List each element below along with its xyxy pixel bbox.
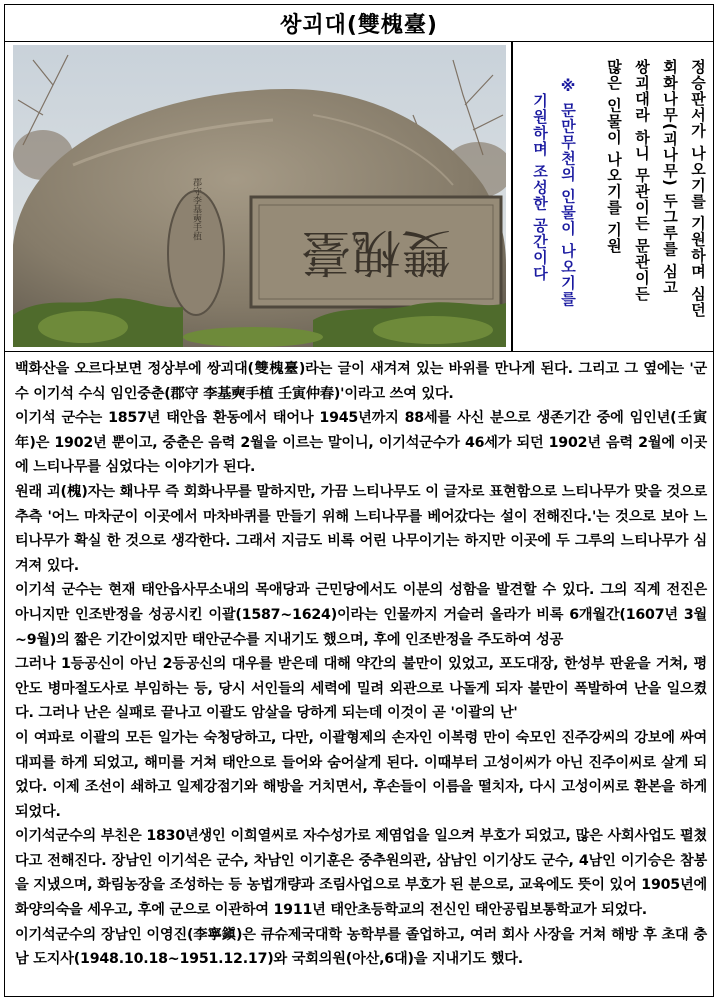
page-title: 쌍괴대(雙槐臺): [280, 12, 438, 38]
document-frame: [4, 4, 714, 997]
caption-line-4: 많은 인물이 나오기를 기원: [605, 59, 623, 254]
rock-photo: [13, 45, 506, 347]
title-row: [5, 5, 713, 42]
caption-line-3: 쌍괴대라 하니 무관이든 문관이든: [633, 59, 651, 302]
paragraph-7: 이기석군수의 부친은 1830년생인 이희열씨로 자수성가로 제염업을 일으켜 부호가 되었고, 많은 사회사업도 펼쳤다고 전해진다. 장남인 이기석은 군수, 차남인 이기훈은 중추원의관, 삼남인 이기상도 군수, 4남인 이기승은 참봉을 지냈으며, 화림농장을 조성하는 등 농법개량과 조림사업으로 부호가 된 분으로, 교육에도 뜻이 있어 1905년에 화양의숙을 세우고, 후에 군으로 이관하여 1911년 태안초등학교의 전신인 태안공립보통학교가 되었다.: [15, 828, 707, 919]
caption-note-1: ※ 문만무천의 인물이 나오기를: [559, 77, 577, 307]
caption-line-1: 정승판서가 나오기를 기원하며 심던: [689, 59, 707, 318]
paragraph-3: 원래 괴(槐)자는 홰나무 즉 회화나무를 말하지만, 가끔 느티나무도 이 글자로 표현함으로 느티나무가 맞을 것으로 추측 '어느 마차군이 이곳에서 마차바퀴를 만들기 위해 느티나무를 베어갔다는 설이 전해진다.'는 것으로 보아 느티나무가 확실 한 것으로 생각한다. 그래서 지금도 비록 어린 나무이기는 하지만 이곳에 두 그루의 느티나무가 심겨져 있다.: [15, 483, 707, 574]
paragraph-1: 백화산을 오르다보면 정상부에 쌍괴대(雙槐臺)라는 글이 새겨져 있는 바위를 만나게 된다. 그리고 그 옆에는 '군수 이기석 수식 임인중춘(郡守 李基奭手植 壬寅仲春)'이라고 쓰여 있다.: [15, 361, 707, 402]
side-inscription: [191, 177, 202, 241]
paragraph-2: 이기석 군수는 1857년 태안읍 환동에서 태어나 1945년까지 88세를 사신 분으로 생존기간 중에 임인년(壬寅年)은 1902년 뿐이고, 중춘은 음력 2월을 이르는 말이니, 이기석군수가 46세가 되던 1902년 음력 2월에 이곳에 느티나무를 심었다는 이야기가 된다.: [15, 410, 707, 476]
paragraph-8: 이기석군수의 장남인 이영진(李寧鎭)은 큐슈제국대학 농학부를 졸업하고, 여러 회사 사장을 거쳐 해방 후 초대 충남 도지사(1948.10.18~1951.12.17)와 국회의원(아산,6대)을 지내기도 했다.: [15, 926, 707, 968]
photo-row: [5, 41, 713, 352]
caption-line-2: 회화나무(괴나무) 두그루를 심고: [661, 59, 679, 296]
paragraph-4: 이기석 군수는 현재 태안읍사무소내의 목애당과 근민당에서도 이분의 성함을 발견할 수 있다. 그의 직계 전진은 아니지만 인조반정을 성공시킨 이괄(1587~1624)이라는 인물까지 거슬러 올라가 비록 6개월간(1607년 3월~9월)의 짧은 기간이었지만 태안군수를 지내기도 했으며, 후에 인조반정을 주도하여 성공: [15, 582, 707, 648]
svg-text:郡守李基奭手植: 郡守李基奭手植: [191, 177, 201, 241]
caption-note-2: 기원하며 조성한 공간이다: [531, 93, 549, 282]
vertical-caption: [515, 47, 711, 345]
paragraph-6: 이 여파로 이괄의 모든 일가는 숙청당하고, 다만, 이괄형제의 손자인 이복령 만이 숙모인 진주강씨의 강보에 싸여 대피를 하게 되었고, 해미를 거쳐 태안으로 들어와 숨어살게 된다. 이때부터 고성이씨가 아닌 진주이씨로 살게 되었다. 이제 조선이 쇄하고 일제강점기와 해방을 거치면서, 후손들이 이름을 떨치자, 다시 고성이씨로 환본을 하게 되었다.: [15, 729, 707, 820]
column-divider: [511, 41, 513, 351]
paragraph-5: 그러나 1등공신이 아닌 2등공신의 대우를 받은데 대해 약간의 불만이 있었고, 포도대장, 한성부 판윤을 거쳐, 평안도 병마절도사로 부임하는 등, 당시 서인들의 세력에 밀려 외관으로 나돌게 되자 불만이 폭발하여 난을 일으켰다. 그러나 난은 실패로 끝나고 이괄도 암살을 당하게 되는데 이것이 곧 '이괄의 난': [15, 656, 707, 722]
rock-photo-illustration: [13, 45, 506, 347]
article-body: [15, 357, 707, 972]
main-inscription: 雙槐臺: [301, 223, 451, 281]
